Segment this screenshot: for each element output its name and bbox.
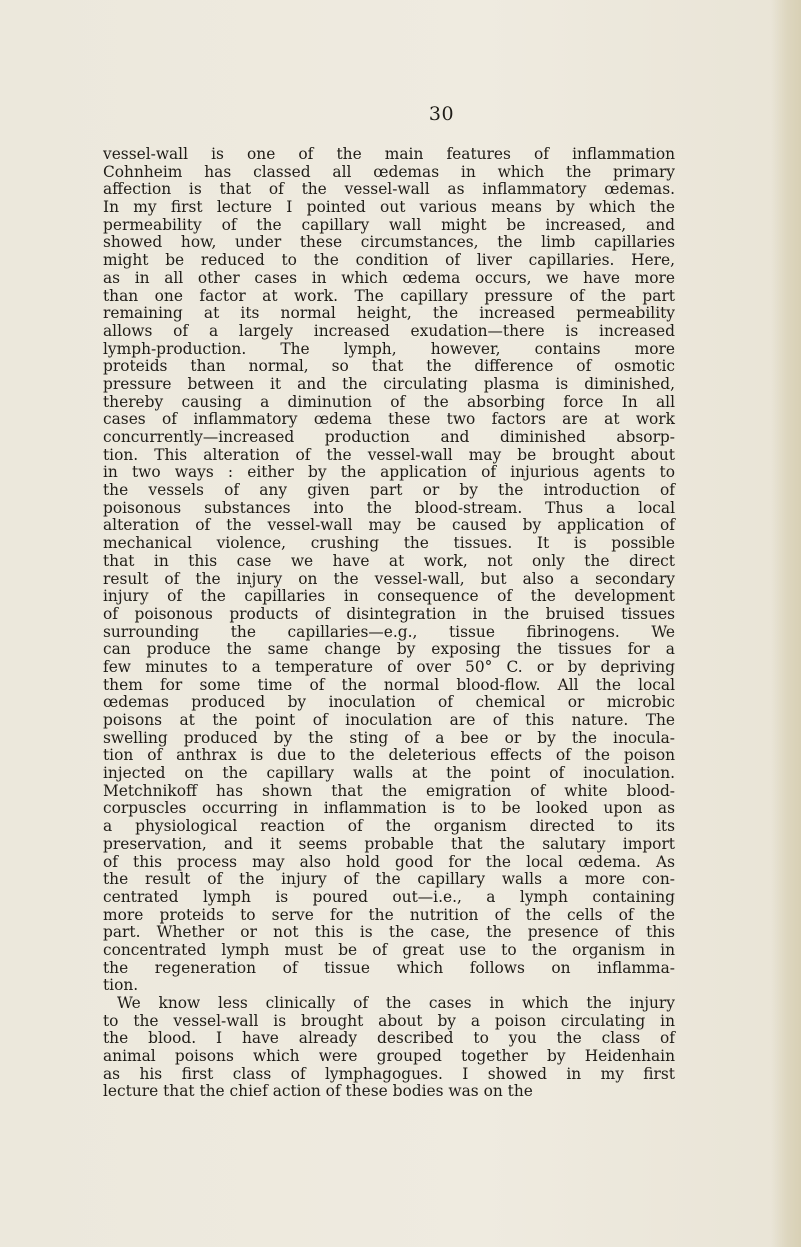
text-line: of this process may also hold good for the local œdema. As	[103, 852, 675, 871]
text-line: concentrated lymph must be of great use to the organism in	[103, 940, 675, 959]
text-line: might be reduced to the condition of liver capillaries. Here,	[103, 251, 675, 270]
text-line: poisons at the point of inoculation are of this nature. The	[103, 711, 675, 729]
text-line: In my first lecture I pointed out various means by which the	[103, 198, 675, 217]
text-line: proteids than normal, so that the difference of osmotic	[103, 357, 675, 376]
text-line: lymph-production. The lymph, however, contains more	[103, 339, 675, 358]
text-line: in two ways : either by the application of injurious agents to	[103, 463, 675, 482]
text-line: the blood. I have already described to you the class of	[103, 1029, 675, 1048]
text-line: poisonous substances into the blood-stream. Thus a local	[103, 498, 675, 517]
text-line: vessel-wall is one of the main features of inflammation	[103, 145, 675, 163]
text-line: the vessels of any given part or by the introduction of	[103, 481, 675, 500]
text-line: as in all other cases in which œdema occurs, we have more	[103, 268, 675, 287]
text-line: a physiological reaction of the organism directed to its	[103, 817, 675, 836]
text-line: result of the injury on the vessel-wall, but also a secondary	[103, 569, 675, 588]
text-line: injected on the capillary walls at the point of inoculation.	[103, 764, 675, 783]
text-line: œdemas produced by inoculation of chemical or microbic	[103, 693, 675, 712]
text-line: of poisonous products of disintegration in the bruised tissues	[103, 604, 675, 623]
text-line: remaining at its normal height, the increased permeability	[103, 304, 675, 323]
text-line: to the vessel-wall is brought about by a poison circulating in	[103, 1011, 675, 1030]
text-line: alteration of the vessel-wall may be caused by application of	[103, 516, 675, 535]
text-line: preservation, and it seems probable that the salutary import	[103, 834, 675, 853]
text-line: Cohnheim has classed all œdemas in which the primary	[103, 162, 675, 181]
text-line: corpuscles occurring in inflammation is to be looked upon as	[103, 799, 675, 818]
paragraph	[103, 146, 675, 995]
text-line: the result of the injury of the capillary walls a more con-	[103, 870, 675, 889]
text-line: mechanical violence, crushing the tissues. It is possible	[103, 534, 675, 553]
text-line: injury of the capillaries in consequence of the development	[103, 587, 675, 606]
body-text	[103, 146, 675, 1101]
page-edge-shadow	[771, 0, 801, 1247]
text-line: tion of anthrax is due to the deleterious effects of the poison	[103, 746, 675, 765]
text-line: centrated lymph is poured out—i.e., a lymph containing	[103, 887, 675, 906]
text-line: cases of inflammatory œdema these two factors are at work	[103, 410, 675, 429]
text-line: them for some time of the normal blood-flow. All the local	[103, 675, 675, 694]
text-line: tion.	[103, 976, 139, 995]
text-line: lecture that the chief action of these bodies was on the	[103, 1082, 533, 1101]
text-line: We know less clinically of the cases in which the injury	[117, 994, 675, 1012]
text-line: tion. This alteration of the vessel-wall may be brought about	[103, 445, 675, 464]
text-line: allows of a largely increased exudation—there is increased	[103, 321, 675, 340]
text-line: surrounding the capillaries—e.g., tissue fibrinogens. We	[103, 622, 675, 641]
text-line: more proteids to serve for the nutrition of the cells of the	[103, 905, 675, 924]
text-line: concurrently—increased production and diminished absorp-	[103, 428, 675, 446]
text-line: affection is that of the vessel-wall as inflammatory œdemas.	[103, 180, 675, 199]
text-line: part. Whether or not this is the case, the presence of this	[103, 923, 675, 942]
text-line: that in this case we have at work, not only the direct	[103, 551, 675, 570]
text-line: can produce the same change by exposing the tissues for a	[103, 640, 675, 659]
text-line: permeability of the capillary wall might be increased, and	[103, 215, 675, 234]
text-line: pressure between it and the circulating plasma is diminished,	[103, 374, 675, 393]
paragraph	[103, 995, 675, 1101]
text-line: the regeneration of tissue which follows on inflamma-	[103, 958, 675, 977]
text-line: as his first class of lymphagogues. I showed in my first	[103, 1064, 675, 1083]
page-number: 30	[428, 103, 455, 125]
text-line: Metchnikoff has shown that the emigration of white blood-	[103, 781, 675, 800]
text-line: swelling produced by the sting of a bee or by the inocula-	[103, 728, 675, 747]
text-line: few minutes to a temperature of over 50° C. or by depriving	[103, 657, 675, 676]
text-line: animal poisons which were grouped together by Heidenhain	[103, 1047, 675, 1066]
text-line: showed how, under these circumstances, the limb capillaries	[103, 233, 675, 252]
text-line: than one factor at work. The capillary pressure of the part	[103, 286, 675, 305]
text-line: thereby causing a diminution of the absorbing force In all	[103, 392, 675, 411]
